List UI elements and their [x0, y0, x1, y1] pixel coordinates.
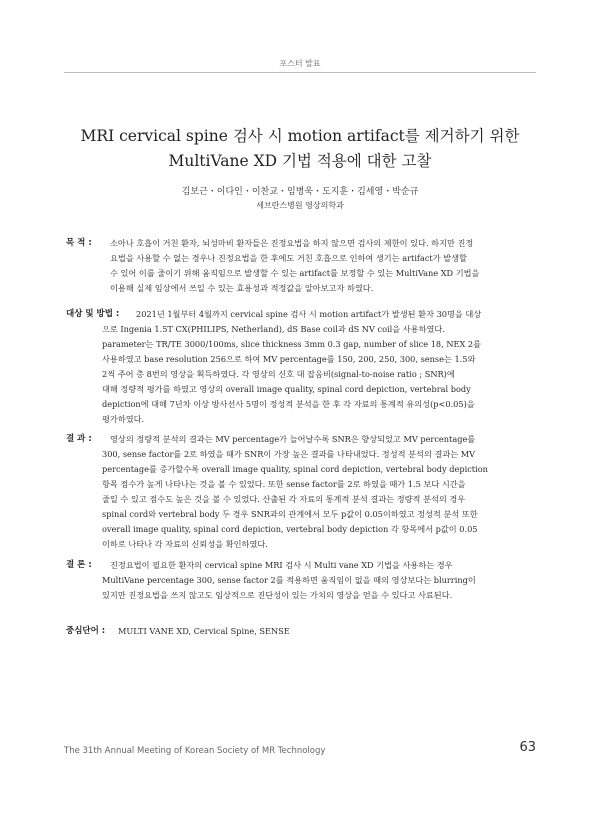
section-conclusion	[66, 558, 538, 603]
section-results	[66, 432, 538, 552]
section-methods	[66, 307, 538, 427]
text-line: 이하로 나타나 각 자료의 신뢰성을 확인하였다.	[102, 539, 268, 549]
page-number: 63	[519, 740, 536, 755]
header-divider	[64, 72, 536, 73]
author-list: 김보근・이다인・이찬교・임병욱・도지훈・김세영・박순규	[181, 187, 419, 197]
paper-title	[60, 124, 540, 174]
text-line: 진정요법이 필요한 환자의 cervical spine MRI 검사 시 Multi vane XD 기법을 사용하는 경우	[110, 560, 453, 570]
text-line: spinal cord와 vertebral body 두 경우 SNR과의 관계에서 모두 p값이 0.05이하였고 정성적 분석 또한	[102, 509, 478, 519]
section-label: 목 적 :	[66, 238, 92, 248]
text-line: 대해 정량적 평가를 하였고 영상의 overall image quality, spinal cord depiction, vertebral body	[102, 384, 471, 394]
affiliation: 세브란스병원 영상의학과	[256, 201, 344, 210]
text-line: 2021년 1월부터 4월까지 cervical spine 검사 시 motion artifact가 발생된 환자 30명을 대상	[136, 309, 482, 319]
text-line: 항목 점수가 높게 나타나는 것을 볼 수 있었다. 또한 sense factor를 2로 하였을 때가 1.5 보다 시간을	[102, 479, 466, 489]
text-line: percentage를 증가할수록 overall image quality, spinal cord depiction, vertebral body depiction	[102, 464, 488, 474]
text-line: 이용해 실제 임상에서 쓰일 수 있는 효용성과 적정값을 알아보고자 하였다.	[110, 283, 374, 293]
text-line: 소아나 호흡이 거친 환자, 뇌성마비 환자들은 진정요법을 하지 않으면 검사의 제한이 있다. 하지만 진정	[110, 238, 474, 248]
text-line: MultiVane percentage 300, sense factor 2를 적용하면 움직임이 없을 때의 영상보다는 blurring이	[102, 575, 476, 585]
text-line: parameter는 TR/TE 3000/100ms, slice thickness 3mm 0.3 gap, number of slice 18, NEX 2를	[102, 339, 482, 349]
text-line: depiction에 대해 7년차 이상 방사선사 5명이 정성적 분석을 한 후 각 자료의 통계적 유의성(p<0.05)을	[102, 399, 475, 409]
running-header: 포스터 발표	[279, 59, 321, 68]
text-line: 2씩 주어 총 8번의 영상을 획득하였다. 각 영상의 신호 대 잡음비(signal-to-noise ratio ; SNR)에	[102, 369, 455, 379]
text-line: 영상의 정량적 분석의 결과는 MV percentage가 늘어날수록 SNR은 향상되었고 MV percentage를	[110, 434, 476, 444]
text-line: 수 있어 이를 줄이기 위해 움직임으로 발생할 수 있는 artifact를 보정할 수 있는 MultiVane XD 기법을	[110, 268, 480, 278]
text-line: 으로 Ingenia 1.5T CX(PHILIPS, Netherland), dS Base coil과 dS NV coil을 사용하였다.	[102, 324, 445, 334]
title-line-2: MultiVane XD 기법 적용에 대한 고찰	[168, 152, 432, 170]
section-label: 중심단어 :	[66, 626, 106, 636]
text-line: 요법을 사용할 수 없는 경우나 진정요법을 한 후에도 거친 호흡으로 인하여 생기는 artifact가 발생할	[110, 253, 467, 263]
text-line: 줄일 수 있고 점수도 높은 것을 볼 수 있었다. 산출된 각 자료의 통계적 분석 결과는 정량적 분석의 경우	[102, 494, 466, 504]
footer-conference: The 31th Annual Meeting of Korean Society of MR Technology	[64, 746, 326, 756]
text-line: 있지만 진정요법을 쓰지 않고도 임상적으로 진단성이 있는 가치의 영상을 얻을 수 있다고 사료된다.	[102, 590, 453, 600]
text-line: overall image quality, spinal cord depiction, vertebral body depiction 각 항목에서 p값이 0.05	[102, 524, 478, 534]
keywords-text: MULTI VANE XD, Cervical Spine, SENSE	[118, 626, 290, 636]
text-line: 300, sense factor를 2로 하였을 때가 SNR이 가장 높은 결과를 나타내었다. 정성적 분석의 결과는 MV	[102, 449, 476, 459]
title-line-1: MRI cervical spine 검사 시 motion artifact를 제거하기 위한	[80, 127, 520, 145]
text-line: 사용하였고 base resolution 256으로 하여 MV percentage를 150, 200, 250, 300, sense는 1.5와	[102, 354, 476, 364]
section-purpose	[66, 236, 538, 296]
text-line: 평가하였다.	[102, 414, 145, 424]
section-label: 대상 및 방법 :	[66, 309, 120, 319]
section-label: 결 론 :	[66, 560, 92, 570]
section-label: 결 과 :	[66, 434, 92, 444]
section-keywords	[66, 624, 538, 639]
